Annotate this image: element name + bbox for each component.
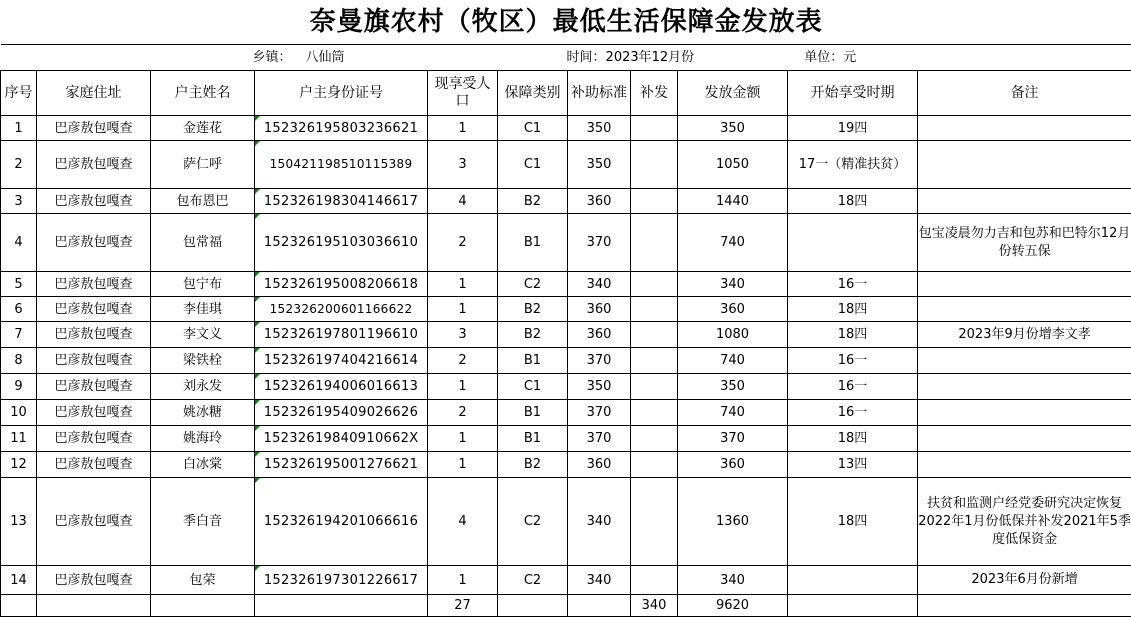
row-id[interactable]: 152326197404216614 [255, 348, 428, 374]
row-id[interactable]: 15232619840910662X [255, 426, 428, 452]
row-note[interactable] [918, 452, 1131, 478]
row-reissue[interactable] [631, 348, 678, 374]
row-no[interactable]: 3 [1, 189, 37, 214]
row-people[interactable]: 3 [428, 141, 498, 189]
row-name[interactable]: 萨仁呼 [151, 141, 255, 189]
row-amount[interactable]: 740 [678, 348, 788, 374]
row-id[interactable]: 152326198304146617 [255, 189, 428, 214]
row-start[interactable]: 16一 [788, 348, 918, 374]
row-people[interactable]: 2 [428, 400, 498, 426]
row-note[interactable]: 包宝凌晨勿力吉和包苏和巴特尔12月份转五保 [918, 214, 1131, 272]
row-start[interactable]: 13四 [788, 452, 918, 478]
row-people[interactable]: 1 [428, 452, 498, 478]
row-name[interactable]: 白冰棠 [151, 452, 255, 478]
row-no[interactable]: 10 [1, 400, 37, 426]
row-category[interactable]: C2 [498, 272, 568, 297]
table-row [1, 566, 1131, 595]
header-note[interactable]: 备注 [918, 71, 1131, 116]
row-start[interactable]: 17一（精准扶贫） [788, 141, 918, 189]
time-value[interactable]: 2023年12月份 [605, 50, 695, 65]
totals-cell[interactable] [255, 595, 428, 617]
row-amount[interactable]: 350 [678, 116, 788, 141]
row-name[interactable]: 季白音 [151, 478, 255, 566]
header-row [1, 71, 1131, 116]
row-note[interactable] [918, 297, 1131, 322]
totals-row [1, 595, 1131, 617]
row-start[interactable]: 18四 [788, 426, 918, 452]
total-reissue[interactable]: 340 [631, 595, 678, 617]
row-amount[interactable]: 370 [678, 426, 788, 452]
row-address[interactable]: 巴彦敖包嘎查 [37, 566, 151, 595]
row-address[interactable]: 巴彦敖包嘎查 [37, 214, 151, 272]
row-reissue[interactable] [631, 426, 678, 452]
row-address[interactable]: 巴彦敖包嘎查 [37, 297, 151, 322]
table-row [1, 374, 1131, 400]
row-start[interactable]: 16一 [788, 400, 918, 426]
row-name[interactable]: 包宁布 [151, 272, 255, 297]
row-standard[interactable]: 340 [568, 566, 631, 595]
row-standard[interactable]: 350 [568, 116, 631, 141]
row-start[interactable] [788, 566, 918, 595]
row-standard[interactable]: 340 [568, 478, 631, 566]
row-standard[interactable]: 370 [568, 348, 631, 374]
row-reissue[interactable] [631, 297, 678, 322]
row-amount[interactable]: 1360 [678, 478, 788, 566]
header-id[interactable]: 户主身份证号 [255, 71, 428, 116]
row-reissue[interactable] [631, 478, 678, 566]
row-id[interactable]: 152326195803236621 [255, 116, 428, 141]
township-label: 乡镇： [252, 50, 292, 65]
row-start[interactable]: 16一 [788, 272, 918, 297]
totals-cell[interactable] [37, 595, 151, 617]
row-no[interactable]: 14 [1, 566, 37, 595]
row-address[interactable]: 巴彦敖包嘎查 [37, 141, 151, 189]
row-name[interactable]: 李文义 [151, 322, 255, 348]
table-row [1, 426, 1131, 452]
row-amount[interactable]: 340 [678, 566, 788, 595]
row-no[interactable]: 2 [1, 141, 37, 189]
row-standard[interactable]: 340 [568, 272, 631, 297]
row-people[interactable]: 4 [428, 189, 498, 214]
row-reissue[interactable] [631, 189, 678, 214]
totals-cell[interactable] [568, 595, 631, 617]
row-reissue[interactable] [631, 116, 678, 141]
row-name[interactable]: 姚冰糖 [151, 400, 255, 426]
table-row [1, 322, 1131, 348]
row-no[interactable]: 11 [1, 426, 37, 452]
row-reissue[interactable] [631, 272, 678, 297]
row-name[interactable]: 包荣 [151, 566, 255, 595]
row-name[interactable]: 包布恩巴 [151, 189, 255, 214]
row-category[interactable]: C1 [498, 116, 568, 141]
row-people[interactable]: 1 [428, 566, 498, 595]
row-amount[interactable]: 360 [678, 452, 788, 478]
row-people[interactable]: 1 [428, 272, 498, 297]
totals-cell[interactable] [918, 595, 1131, 617]
row-no[interactable]: 7 [1, 322, 37, 348]
totals-cell[interactable] [1, 595, 37, 617]
header-category[interactable]: 保障类别 [498, 71, 568, 116]
row-name[interactable]: 姚海玲 [151, 426, 255, 452]
row-start[interactable]: 18四 [788, 322, 918, 348]
row-no[interactable]: 1 [1, 116, 37, 141]
row-standard[interactable]: 370 [568, 400, 631, 426]
row-standard[interactable]: 350 [568, 141, 631, 189]
table-row [1, 272, 1131, 297]
row-name[interactable]: 金莲花 [151, 116, 255, 141]
row-id[interactable]: 152326195001276621 [255, 452, 428, 478]
header-amount[interactable]: 发放金额 [678, 71, 788, 116]
table-row [1, 400, 1131, 426]
row-no[interactable]: 13 [1, 478, 37, 566]
row-category[interactable]: B1 [498, 348, 568, 374]
row-no[interactable]: 5 [1, 272, 37, 297]
row-amount[interactable]: 740 [678, 214, 788, 272]
row-standard[interactable]: 360 [568, 189, 631, 214]
row-no[interactable]: 4 [1, 214, 37, 272]
header-start[interactable]: 开始享受时期 [788, 71, 918, 116]
row-category[interactable]: B2 [498, 452, 568, 478]
row-address[interactable]: 巴彦敖包嘎查 [37, 478, 151, 566]
row-category[interactable]: B1 [498, 400, 568, 426]
row-people[interactable]: 1 [428, 297, 498, 322]
row-address[interactable]: 巴彦敖包嘎查 [37, 189, 151, 214]
header-name[interactable]: 户主姓名 [151, 71, 255, 116]
row-category[interactable]: B2 [498, 322, 568, 348]
row-category[interactable]: C1 [498, 374, 568, 400]
row-category[interactable]: B2 [498, 189, 568, 214]
unit-label: 单位： [804, 50, 844, 65]
header-people[interactable]: 现享受人口 [428, 71, 498, 116]
row-name[interactable]: 李佳琪 [151, 297, 255, 322]
row-note[interactable]: 扶贫和监测户经党委研究决定恢复2022年1月份低保并补发2021年5季度低保资金 [918, 478, 1131, 566]
row-standard[interactable]: 370 [568, 426, 631, 452]
row-name[interactable]: 刘永发 [151, 374, 255, 400]
row-people[interactable]: 2 [428, 214, 498, 272]
row-note[interactable] [918, 189, 1131, 214]
row-amount[interactable]: 1050 [678, 141, 788, 189]
header-no[interactable]: 序号 [1, 71, 37, 116]
row-standard[interactable]: 370 [568, 214, 631, 272]
row-id[interactable]: 152326194201066616 [255, 478, 428, 566]
header-standard[interactable]: 补助标准 [568, 71, 631, 116]
row-id[interactable]: 152326195409026626 [255, 400, 428, 426]
row-start[interactable]: 19四 [788, 116, 918, 141]
row-address[interactable]: 巴彦敖包嘎查 [37, 452, 151, 478]
row-reissue[interactable] [631, 400, 678, 426]
unit-value[interactable]: 元 [843, 50, 857, 65]
table-row [1, 141, 1131, 189]
row-category[interactable]: B2 [498, 297, 568, 322]
row-amount[interactable]: 340 [678, 272, 788, 297]
row-reissue[interactable] [631, 214, 678, 272]
table-row [1, 297, 1131, 322]
row-amount[interactable]: 360 [678, 297, 788, 322]
row-people[interactable]: 4 [428, 478, 498, 566]
row-no[interactable]: 6 [1, 297, 37, 322]
row-id[interactable]: 152326200601166622 [255, 297, 428, 322]
row-reissue[interactable] [631, 141, 678, 189]
row-address[interactable]: 巴彦敖包嘎查 [37, 116, 151, 141]
row-amount[interactable]: 1440 [678, 189, 788, 214]
total-people[interactable]: 27 [428, 595, 498, 617]
row-category[interactable]: C1 [498, 141, 568, 189]
row-start[interactable]: 18四 [788, 478, 918, 566]
row-category[interactable]: C2 [498, 478, 568, 566]
row-reissue[interactable] [631, 322, 678, 348]
row-people[interactable]: 1 [428, 374, 498, 400]
table-row [1, 189, 1131, 214]
row-note[interactable]: 2023年6月份新增 [918, 566, 1131, 595]
totals-cell[interactable] [788, 595, 918, 617]
row-address[interactable]: 巴彦敖包嘎查 [37, 374, 151, 400]
row-people[interactable]: 3 [428, 322, 498, 348]
row-category[interactable]: B1 [498, 214, 568, 272]
row-category[interactable]: B1 [498, 426, 568, 452]
table-row [1, 452, 1131, 478]
row-note[interactable] [918, 400, 1131, 426]
row-start[interactable]: 16一 [788, 374, 918, 400]
row-id[interactable]: 152326197301226617 [255, 566, 428, 595]
time-label: 时间： [566, 50, 606, 65]
row-address[interactable]: 巴彦敖包嘎查 [37, 272, 151, 297]
row-note[interactable] [918, 426, 1131, 452]
row-people[interactable]: 1 [428, 116, 498, 141]
row-no[interactable]: 12 [1, 452, 37, 478]
row-id[interactable]: 152326194006016613 [255, 374, 428, 400]
row-standard[interactable]: 350 [568, 374, 631, 400]
row-note[interactable] [918, 374, 1131, 400]
row-amount[interactable]: 740 [678, 400, 788, 426]
table-row [1, 116, 1131, 141]
header-reissue[interactable]: 补发 [631, 71, 678, 116]
row-note[interactable] [918, 348, 1131, 374]
township-value[interactable]: 八仙筒 [305, 50, 345, 65]
sheet-title[interactable]: 奈曼旗农村（牧区）最低生活保障金发放表 [1, 0, 1131, 45]
row-no[interactable]: 9 [1, 374, 37, 400]
row-no[interactable]: 8 [1, 348, 37, 374]
totals-cell[interactable] [498, 595, 568, 617]
row-category[interactable]: C2 [498, 566, 568, 595]
row-id[interactable]: 152326197801196610 [255, 322, 428, 348]
row-amount[interactable]: 1080 [678, 322, 788, 348]
row-standard[interactable]: 360 [568, 297, 631, 322]
row-note[interactable] [918, 272, 1131, 297]
row-reissue[interactable] [631, 452, 678, 478]
table-row [1, 348, 1131, 374]
row-standard[interactable]: 360 [568, 322, 631, 348]
row-name[interactable]: 梁铁栓 [151, 348, 255, 374]
total-amount[interactable]: 9620 [678, 595, 788, 617]
row-note[interactable] [918, 141, 1131, 189]
row-address[interactable]: 巴彦敖包嘎查 [37, 426, 151, 452]
row-amount[interactable]: 350 [678, 374, 788, 400]
row-address[interactable]: 巴彦敖包嘎查 [37, 400, 151, 426]
row-name[interactable]: 包常福 [151, 214, 255, 272]
header-address[interactable]: 家庭住址 [37, 71, 151, 116]
row-people[interactable]: 1 [428, 426, 498, 452]
row-address[interactable]: 巴彦敖包嘎查 [37, 348, 151, 374]
info-row [1, 45, 1131, 71]
totals-cell[interactable] [151, 595, 255, 617]
row-note[interactable]: 2023年9月份增李文孝 [918, 322, 1131, 348]
row-people[interactable]: 2 [428, 348, 498, 374]
row-id[interactable]: 152326195103036610 [255, 214, 428, 272]
row-start[interactable] [788, 214, 918, 272]
row-start[interactable]: 18四 [788, 297, 918, 322]
row-id[interactable]: 152326195008206618 [255, 272, 428, 297]
row-reissue[interactable] [631, 374, 678, 400]
row-note[interactable] [918, 116, 1131, 141]
row-address[interactable]: 巴彦敖包嘎查 [37, 322, 151, 348]
table-row [1, 478, 1131, 566]
row-standard[interactable]: 360 [568, 452, 631, 478]
row-reissue[interactable] [631, 566, 678, 595]
row-start[interactable]: 18四 [788, 189, 918, 214]
table-row [1, 214, 1131, 272]
row-id[interactable]: 150421198510115389 [255, 141, 428, 189]
